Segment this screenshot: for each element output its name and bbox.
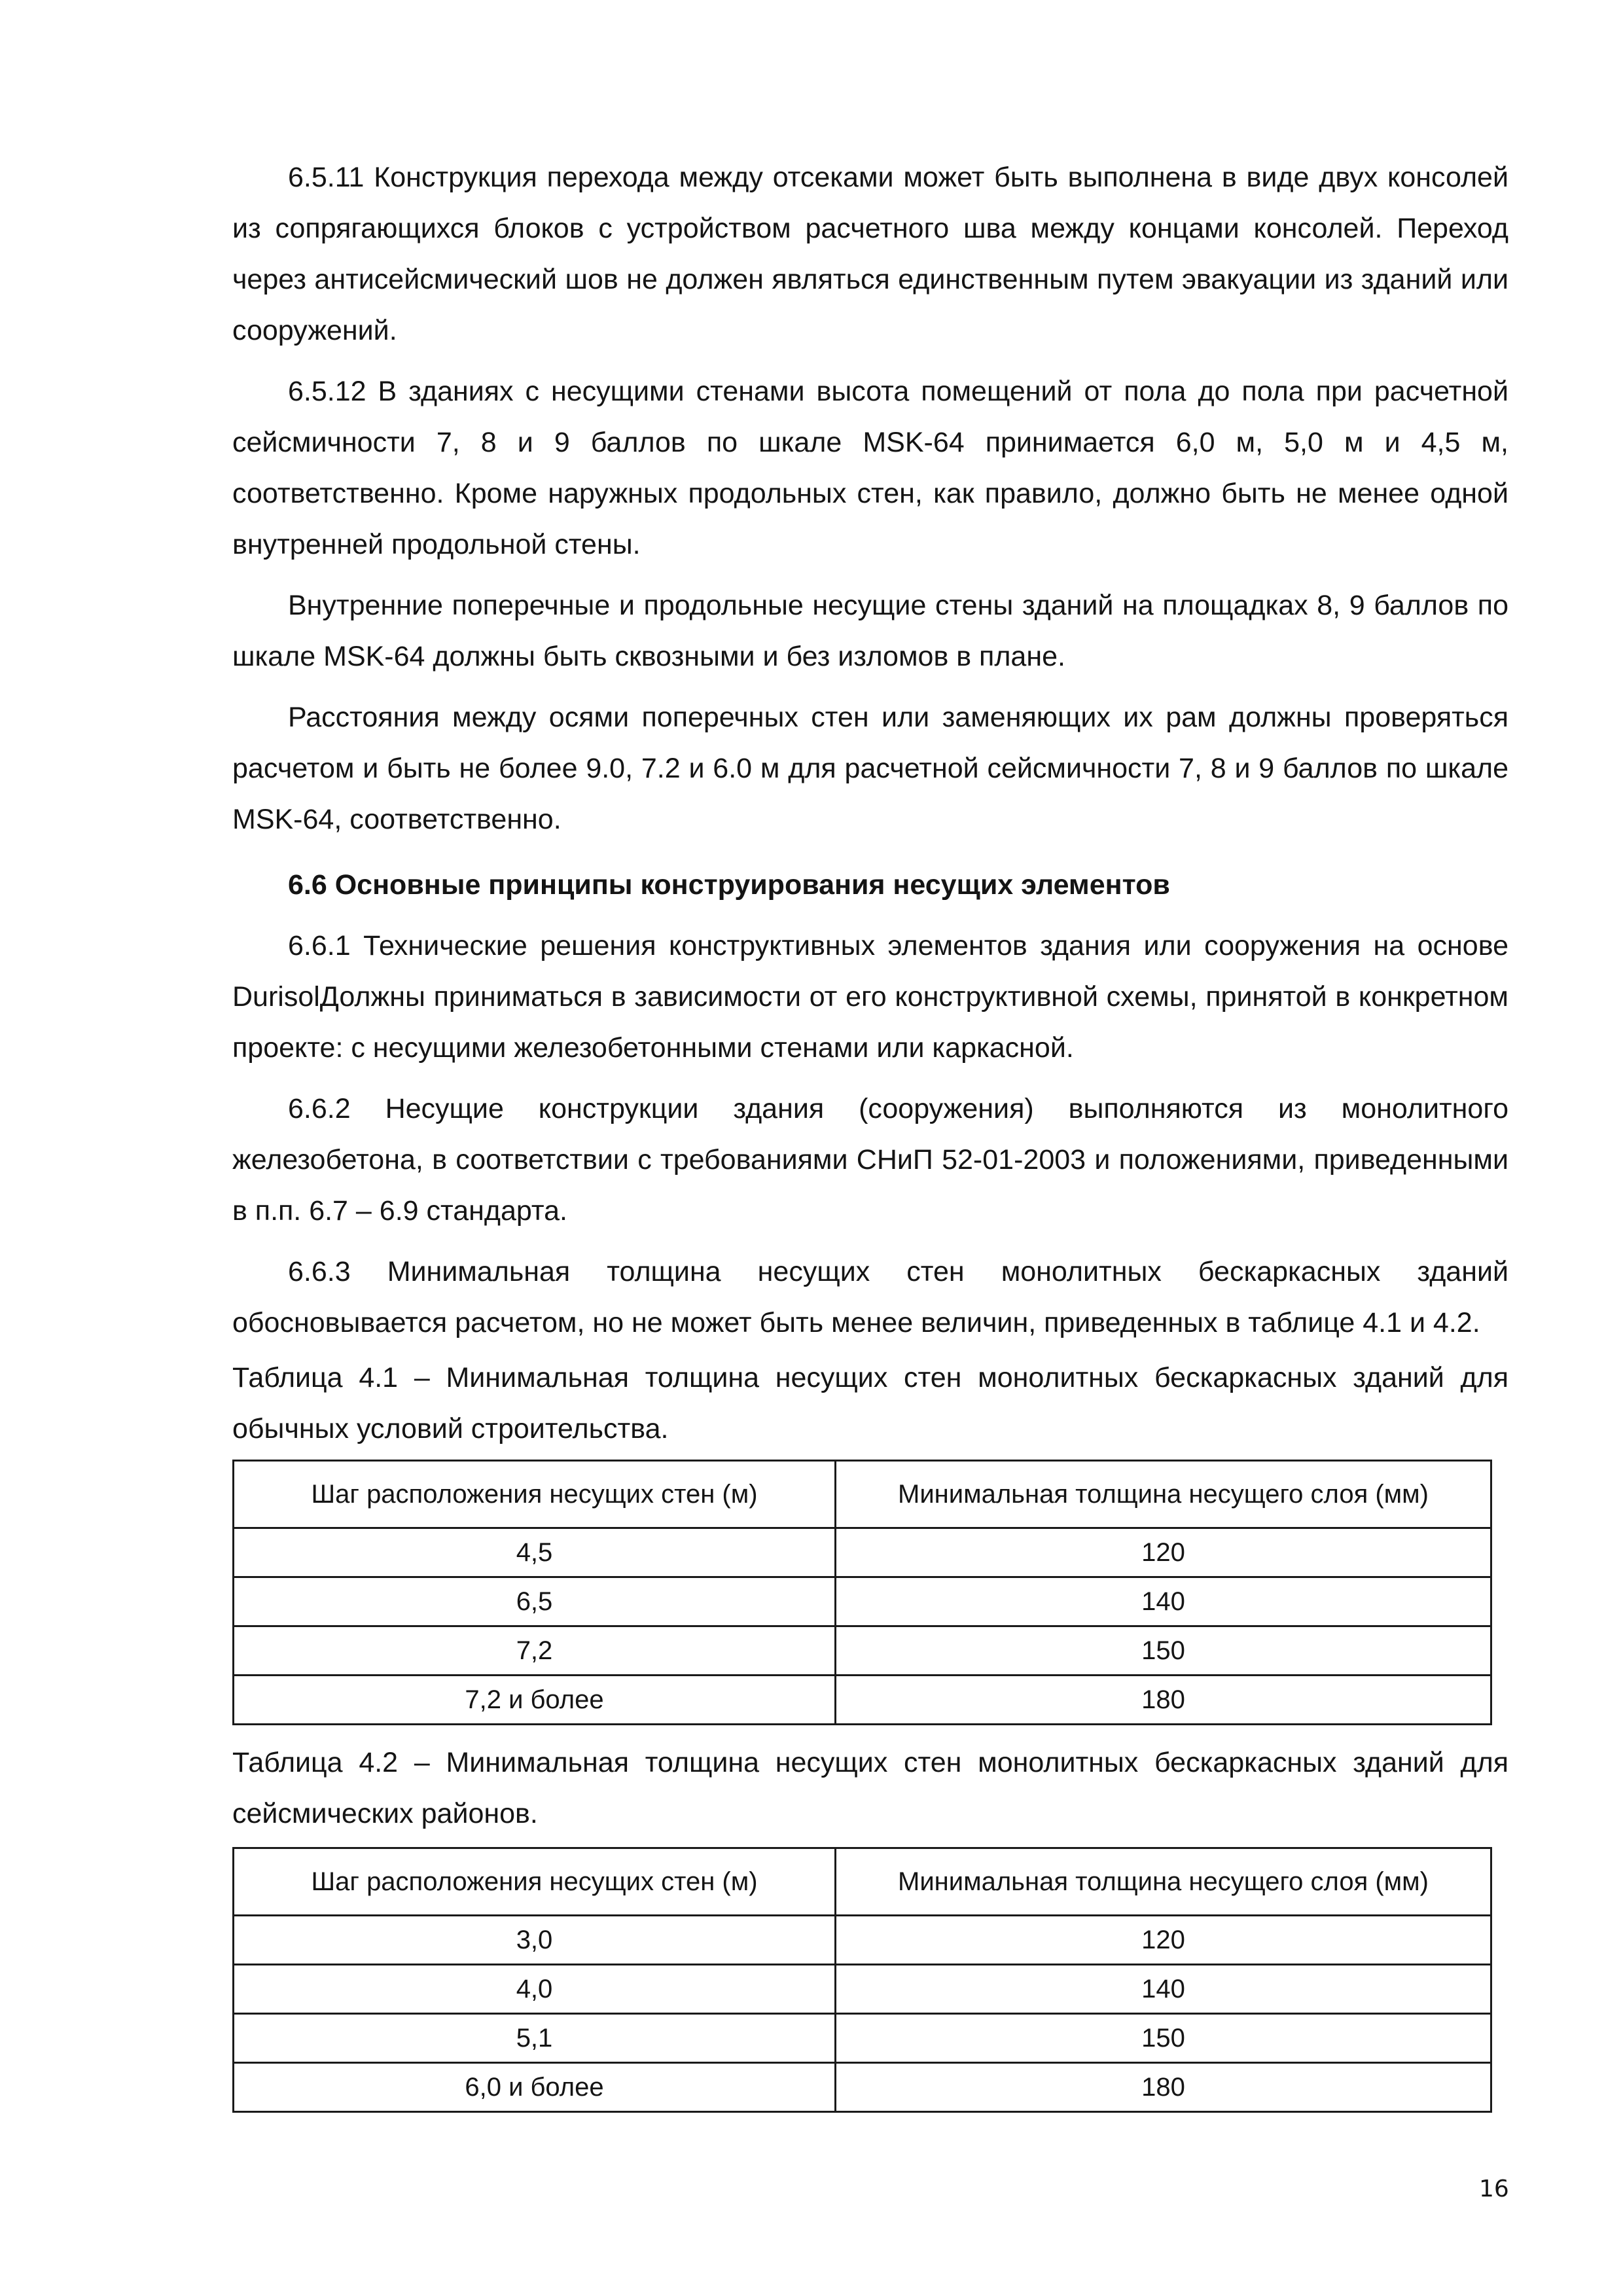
cell-min-thickness: 180 [836, 1676, 1491, 1725]
cell-wall-spacing: 6,0 и более [234, 2063, 836, 2112]
cell-wall-spacing: 4,0 [234, 1965, 836, 2014]
table-4-2-caption: Таблица 4.2 – Минимальная толщина несущих стен монолитных бескаркасных зданий для сейсмических районов. [232, 1747, 1508, 1829]
cell-wall-spacing: 6,5 [234, 1577, 836, 1626]
table-row [234, 2014, 1491, 2063]
cell-wall-spacing: 3,0 [234, 1916, 836, 1965]
table-row [234, 1528, 1491, 1577]
table-4-2 [232, 1847, 1492, 2113]
paragraph-wall-distances: Расстояния между осями поперечных стен или заменяющих их рам должны проверяться расчетом и быть не более 9.0, 7.2 и 6.0 м для расчетной сейсмичности 7, 8 и 9 баллов по шкале MSK-64, соответственно. [232, 702, 1508, 835]
section-heading-6-6: 6.6 Основные принципы конструирования несущих элементов [288, 869, 1170, 901]
cell-min-thickness: 140 [836, 1577, 1491, 1626]
header-wall-spacing: Шаг расположения несущих стен (м) [234, 1848, 836, 1916]
paragraph-6-5-11: 6.5.11 Конструкция перехода между отсеками может быть выполнена в виде двух консолей из сопрягающихся блоков с устройством расчетного шва между концами консолей. Переход через антисейсмический шов не должен являться единственным путем эвакуации из зданий или сооружений. [232, 162, 1508, 346]
table-row [234, 1916, 1491, 1965]
cell-wall-spacing: 7,2 [234, 1626, 836, 1676]
cell-min-thickness: 150 [836, 1626, 1491, 1676]
header-min-thickness: Минимальная толщина несущего слоя (мм) [836, 1461, 1491, 1528]
table-row [234, 1965, 1491, 2014]
table-header-row [234, 1461, 1491, 1528]
page-number: 16 [1479, 2176, 1509, 2202]
table-header-row [234, 1848, 1491, 1916]
table-row [234, 2063, 1491, 2112]
cell-min-thickness: 180 [836, 2063, 1491, 2112]
cell-wall-spacing: 5,1 [234, 2014, 836, 2063]
table-row [234, 1676, 1491, 1725]
table-4-1 [232, 1460, 1492, 1725]
header-min-thickness: Минимальная толщина несущего слоя (мм) [836, 1848, 1491, 1916]
paragraph-6-6-2: 6.6.2 Несущие конструкции здания (сооружения) выполняются из монолитного железобетона, в соответствии с требованиями СНиП 52-01-2003 и положениями, приведенными в п.п. 6.7 – 6.9 стандарта. [232, 1093, 1508, 1227]
paragraph-6-5-12: 6.5.12 В зданиях с несущими стенами высота помещений от пола до пола при расчетной сейсмичности 7, 8 и 9 баллов по шкале MSK-64 принимается 6,0 м, 5,0 м и 4,5 м, соответственно. Кроме наружных продольных стен, как правило, должно быть не менее одной внутренней продольной стены. [232, 376, 1508, 560]
paragraph-inner-walls: Внутренние поперечные и продольные несущие стены зданий на площадках 8, 9 баллов по шкале MSK-64 должны быть сквозными и без изломов в плане. [232, 590, 1508, 672]
header-wall-spacing: Шаг расположения несущих стен (м) [234, 1461, 836, 1528]
document-page [232, 152, 1508, 2113]
cell-min-thickness: 150 [836, 2014, 1491, 2063]
table-4-1-caption: Таблица 4.1 – Минимальная толщина несущих стен монолитных бескаркасных зданий для обычных условий строительства. [232, 1362, 1508, 1444]
cell-min-thickness: 120 [836, 1528, 1491, 1577]
table-row [234, 1626, 1491, 1676]
cell-min-thickness: 120 [836, 1916, 1491, 1965]
paragraph-6-6-1: 6.6.1 Технические решения конструктивных элементов здания или сооружения на основе DurisolДолжны приниматься в зависимости от его конструктивной схемы, принятой в конкретном проекте: с несущими железобетонными стенами или каркасной. [232, 930, 1508, 1064]
table-row [234, 1577, 1491, 1626]
paragraph-6-6-3: 6.6.3 Минимальная толщина несущих стен монолитных бескаркасных зданий обосновывается расчетом, но не может быть менее величин, приведенных в таблице 4.1 и 4.2. [232, 1256, 1508, 1338]
cell-min-thickness: 140 [836, 1965, 1491, 2014]
cell-wall-spacing: 7,2 и более [234, 1676, 836, 1725]
cell-wall-spacing: 4,5 [234, 1528, 836, 1577]
